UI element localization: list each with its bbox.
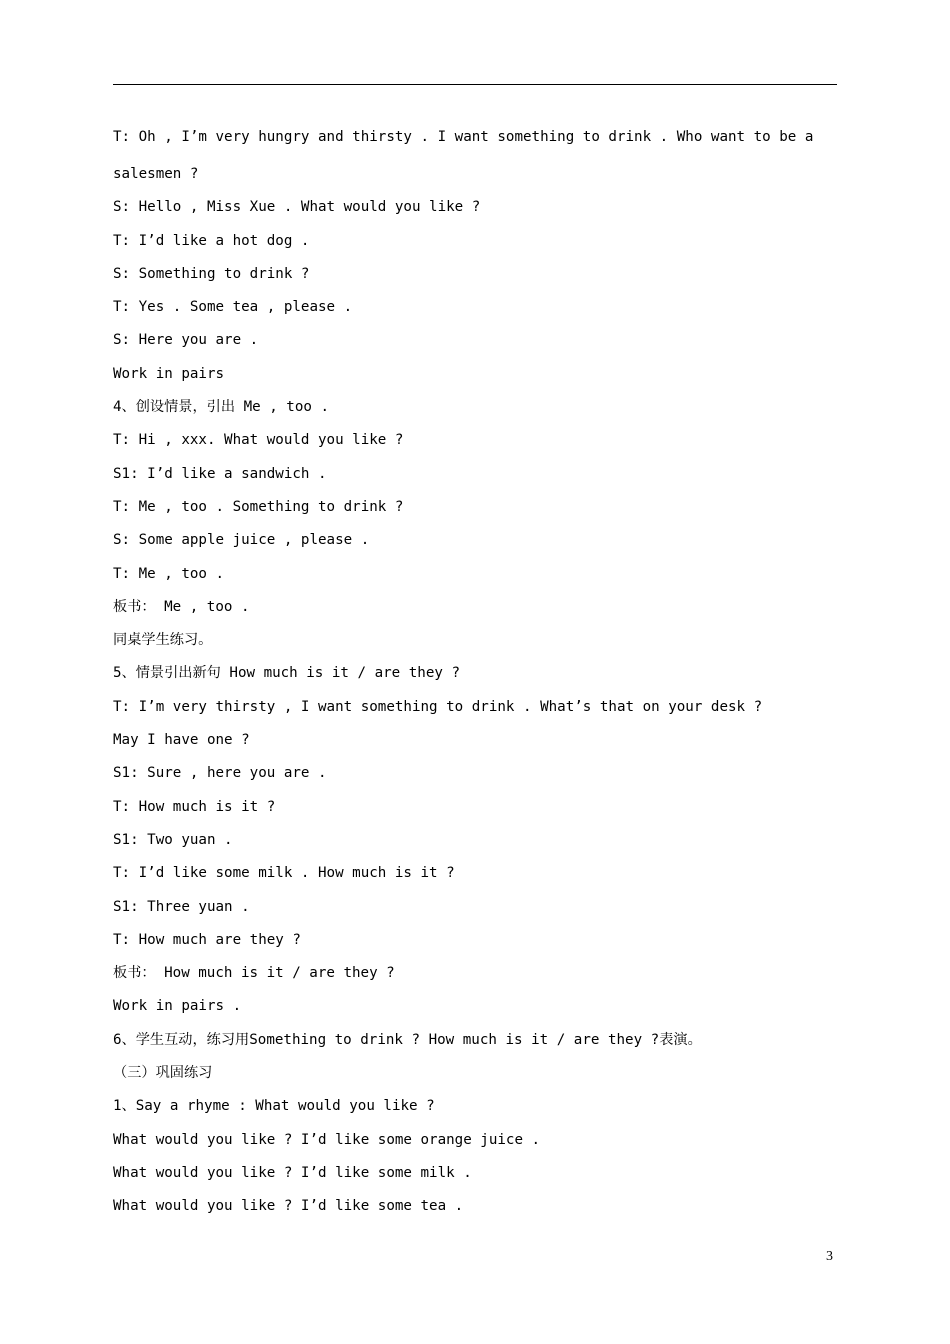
text-line: T: Yes . Some tea , please . [113,299,353,316]
text-line: 板书： Me , too . [113,598,250,615]
header-rule [113,84,837,85]
text-line: T: Me , too . Something to drink ? [113,498,404,515]
text-line: salesmen ? [113,166,199,182]
text-line: Work in pairs [113,365,225,382]
text-line: T: I’m very thirsty , I want something to drink . What’s that on your desk ? [113,698,763,715]
text-line: 1、Say a rhyme : What would you like ? [113,1098,435,1115]
text-line: 板书： How much is it / are they ? [113,965,395,982]
text-line: S: Here you are . [113,332,259,349]
text-line: May I have one ? [113,732,250,749]
text-line: S1: Sure , here you are . [113,765,327,782]
text-line: S: Something to drink ? [113,265,310,282]
text-line: What would you like ? I’d like some milk . [113,1164,472,1181]
document-body [113,124,837,1227]
text-line: T: Me , too . [113,565,225,582]
section-heading: （三）巩固练习 [113,1065,213,1082]
section-heading: 6、学生互动，练习用Something to drink ? How much is it / are they ?表演。 [113,1031,702,1048]
text-line: T: I’d like a hot dog . [113,232,310,249]
text-line: What would you like ? I’d like some tea . [113,1198,464,1215]
text-line: 同桌学生练习。 [113,632,213,649]
section-heading: 4、创设情景，引出 Me , too . [113,399,329,416]
text-line: T: How much is it ? [113,798,276,815]
text-line: S1: I’d like a sandwich . [113,465,327,482]
text-line: S: Hello , Miss Xue . What would you like ? [113,199,481,216]
text-line: S1: Three yuan . [113,898,250,915]
text-line: What would you like ? I’d like some orange juice . [113,1131,541,1148]
text-line: S: Some apple juice , please . [113,532,370,549]
text-line: T: Oh , I’m very hungry and thirsty . I want something to drink . Who want to be a [113,129,814,145]
text-line: T: I’d like some milk . How much is it ? [113,865,455,882]
text-line: T: Hi , xxx. What would you like ? [113,432,404,449]
text-line: S1: Two yuan . [113,831,233,848]
page-number: 3 [826,1249,833,1264]
text-line: Work in pairs . [113,998,242,1015]
text-line: T: How much are they ? [113,931,301,948]
section-heading: 5、情景引出新句 How much is it / are they ? [113,665,461,682]
